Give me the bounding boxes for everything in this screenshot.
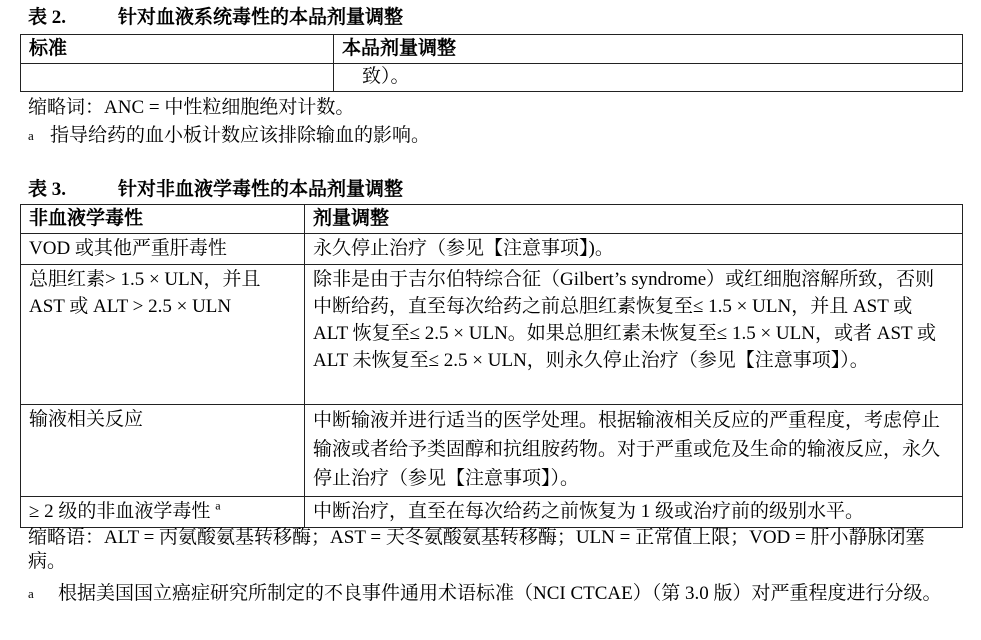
table3-row2-criterion: 总胆红素> 1.5 × ULN，并且 AST 或 ALT > 2.5 × ULN	[21, 265, 305, 405]
table3-row2-adjustment: 除非是由于吉尔伯特综合征（Gilbert’s syndrome）或红细胞溶解所致，否则中断给药，直至每次给药之前总胆红素恢复至≤ 1.5 × ULN，并且 AST 或 ALT 恢复至≤ 2.5 × ULN。如果总胆红素未恢复至≤ 1.5 × ULN，或者 AST 或 ALT 未恢复至≤ 2.5 × ULN，则永久停止治疗（参见【注意事项】）。	[305, 265, 963, 405]
table2-abbrev: 缩略词：ANC = 中性粒细胞绝对计数。	[28, 97, 355, 118]
table3-row3-adjustment: 中断输液并进行适当的医学处理。根据输液相关反应的严重程度，考虑停止输液或者给予类固醇和抗组胺药物。对于严重或危及生命的输液反应，永久停止治疗（参见【注意事项】）。	[305, 405, 963, 497]
table2-footnote-mark: a	[28, 128, 34, 143]
table3-footnote-text: 根据美国国立癌症研究所制定的不良事件通用术语标准（NCI CTCAE）（第 3.0 版）对严重程度进行分级。	[58, 583, 942, 604]
table3-footnote	[28, 582, 948, 606]
table3-header-adjustment: 剂量调整	[305, 205, 963, 234]
table-row	[21, 497, 963, 528]
table3-header-criterion: 非血液学毒性	[21, 205, 305, 234]
table3	[20, 204, 963, 528]
table2-title: 针对血液系统毒性的本品剂量调整	[118, 7, 404, 28]
table2-cell-adjustment: 致）。	[334, 64, 963, 92]
table2-caption	[28, 6, 403, 30]
table3-number: 表 3.	[28, 179, 67, 200]
table3-row3-criterion: 输液相关反应	[21, 405, 305, 497]
table2-cell-criterion	[21, 64, 334, 92]
table3-row1-adjustment: 永久停止治疗（参见【注意事项】)。	[305, 234, 963, 265]
table-row	[21, 265, 963, 405]
table-row	[21, 405, 963, 497]
table3-row4-criterion-text: ≥ 2 级的非血液学毒性	[29, 501, 211, 522]
table2-header-adjustment: 本品剂量调整	[334, 35, 963, 64]
table-row	[21, 234, 963, 265]
table3-caption	[28, 178, 403, 202]
table2-header-criterion: 标准	[21, 35, 334, 64]
table3-footnote-mark: a	[28, 586, 34, 601]
table2-footnote	[28, 124, 430, 148]
table2-footnote-text: 指导给药的血小板计数应该排除输血的影响。	[50, 125, 431, 146]
table3-abbrev: 缩略语：ALT = 丙氨酸氨基转移酶；AST = 天冬氨酸氨基转移酶；ULN = 正常值上限；VOD = 肝小静脉闭塞病。	[28, 527, 925, 572]
table3-row1-criterion: VOD 或其他严重肝毒性	[21, 234, 305, 265]
table3-row4-footnote-mark: a	[215, 498, 221, 513]
table3-row4-adjustment: 中断治疗，直至在每次给药之前恢复为 1 级或治疗前的级别水平。	[305, 497, 963, 528]
table3-title: 针对非血液学毒性的本品剂量调整	[118, 179, 404, 200]
table2	[20, 34, 963, 92]
table3-row4-criterion	[21, 497, 305, 528]
table2-number: 表 2.	[28, 7, 67, 28]
